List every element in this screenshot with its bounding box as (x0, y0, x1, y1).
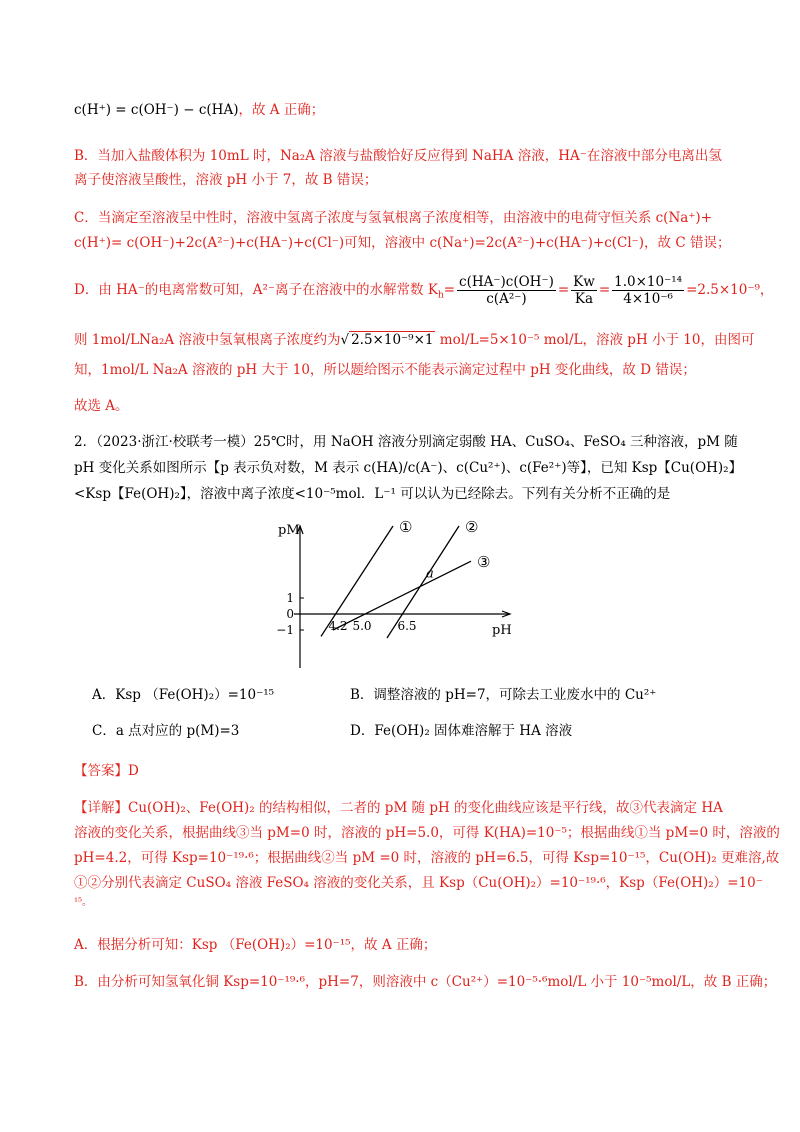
option-c-analysis-line2: c(H⁺)= c(OH⁻)+2c(A²⁻)+c(HA⁻)+c(Cl⁻)可知，溶液中 c(Na⁺)=2c(A²⁻)+c(HA⁻)+c(Cl⁻)，故 C 错误； (74, 235, 731, 251)
question2-line1: 2．（2023·浙江·校联考一模）25℃时，用 NaOH 溶液分别滴定弱酸 HA、CuSO₄、FeSO₄ 三种溶液，pM 随 (74, 434, 738, 450)
option-d-analysis-line2: 则 1mol/LNa₂A 溶液中氢氧根离子浓度约为√ 2.5×10⁻⁹×1 mol/L=5×10⁻⁵ mol/L，溶液 pH 小于 10，由图可 (74, 332, 755, 348)
d-result: =2.5×10⁻⁹， (686, 282, 774, 298)
fraction-2 (571, 274, 597, 307)
explanation-line2: 溶液的变化关系，根据曲线③当 pM=0 时，溶液的 pH=5.0，可得 K(HA)=10⁻⁵；根据曲线①当 pM=0 时，溶液的 (74, 825, 780, 841)
choose-a: 故选 A。 (74, 398, 129, 414)
conclusion: ，故 A 正确； (238, 102, 325, 118)
fraction-1 (457, 274, 556, 307)
line2-suffix: mol/L=5×10⁻⁵ mol/L，溶液 pH 小于 10，由图可 (435, 332, 755, 348)
option-d-analysis-line3: 知，1mol/L Na₂A 溶液的 pH 大于 10，所以题给图示不能表示滴定过程中 pH 变化曲线，故 D 错误； (74, 362, 696, 378)
x-tick-label: 5.0 (352, 619, 372, 633)
choice-b[interactable]: B．调整溶液的 pH=7，可除去工业废水中的 Cu²⁺ (350, 687, 657, 703)
fraction-1-num: c(HA⁻)c(OH⁻) (459, 274, 554, 290)
fraction-1-den: c(A²⁻) (486, 291, 527, 307)
option-b-analysis-line2: 离子使溶液呈酸性，溶液 pH 小于 7，故 B 错误； (74, 172, 378, 188)
option-c-analysis-line1: C．当滴定至溶液呈中性时，溶液中氢离子浓度与氢氧根离子浓度相等，由溶液中的电荷守恒关系 c(Na⁺)+ (74, 210, 713, 226)
y-tick-label: 1 (286, 591, 294, 605)
option-b-analysis-line1: B．当加入盐酸体积为 10mL 时，Na₂A 溶液与盐酸恰好反应得到 NaHA 溶液，HA⁻在溶液中部分电离出氢 (74, 148, 722, 164)
series-label: ① (399, 518, 413, 536)
option-d-analysis-line1: D．由 HA⁻的电离常数可知，A²⁻离子在溶液中的水解常数 $K_h=$ $\frac{c(HA^-)c(OH^-)}{\text{c(A²⁻)}}$ = $\frac{Kw}{Ka}$ = $\frac{\text{1.0×10⁻¹⁴}}{\text{4×10⁻⁶}}$ =2.5×10⁻⁹， (74, 274, 774, 307)
explanation-b: B．由分析可知氢氧化铜 Ksp=10⁻¹⁹·⁶，pH=7，则溶液中 c（Cu²⁺）=10⁻⁵·⁶mol/L 小于 10⁻⁵mol/L，故 B 正确； (74, 974, 777, 990)
series-label: ③ (477, 553, 491, 572)
eq-sign: = (443, 282, 456, 298)
y-axis-label: pM (278, 523, 300, 538)
kh-subscript: h (437, 290, 444, 301)
x-axis-label: pH (492, 623, 512, 638)
explanation-line4: ①②分别代表滴定 CuSO₄ 溶液 FeSO₄ 溶液的变化关系，且 Ksp（Cu(OH)₂）=10⁻¹⁹·⁶，Ksp（Fe(OH)₂）=10⁻ (74, 875, 763, 891)
fraction-2-den: Ka (574, 291, 594, 307)
question2-line3: <Ksp【Fe(OH)₂】，溶液中离子浓度<10⁻⁵mol．L⁻¹ 可以认为已经除去。下列有关分析不正确的是 (74, 486, 671, 502)
choice-d[interactable]: D．Fe(OH)₂ 固体难溶解于 HA 溶液 (350, 723, 573, 739)
fraction-3 (612, 274, 684, 307)
x-tick-label: 4.2 (328, 619, 348, 633)
question2-line2: pH 变化关系如图所示【p 表示负对数，M 表示 c(HA)/c(A⁻)、c(Cu²⁺)、c(Fe²⁺)等】，已知 Ksp【Cu(OH)₂】 (74, 460, 743, 476)
x-tick-label: 6.5 (397, 619, 417, 633)
answer-part1-line (74, 100, 324, 120)
point-a-label: a (426, 566, 434, 582)
explanation-line3: pH=4.2，可得 Ksp=10⁻¹⁹·⁶；根据曲线②当 pM =0 时，溶液的 pH=6.5，可得 Ksp=10⁻¹⁵，Cu(OH)₂ 更难溶,故 (74, 850, 780, 866)
answer-label: 【答案】D (74, 763, 139, 779)
pm-ph-chart (270, 518, 530, 678)
fraction-2-num: Kw (573, 274, 595, 290)
y-tick-label: 0 (286, 607, 294, 621)
choice-a[interactable]: A．Ksp （Fe(OH)₂）=10⁻¹⁵ (92, 687, 275, 703)
chart-labels (276, 518, 511, 638)
fraction-3-den: 4×10⁻⁶ (623, 291, 673, 307)
explanation-line1: 【详解】Cu(OH)₂、Fe(OH)₂ 的结构相似，二者的 pM 随 pH 的变化曲线应该是平行线，故③代表滴定 HA (74, 800, 723, 816)
y-tick-label: −1 (276, 623, 294, 637)
fraction-3-num: 1.0×10⁻¹⁴ (614, 274, 683, 290)
sqrt-content: 2.5×10⁻⁹×1 (351, 332, 434, 348)
series-label: ② (465, 518, 479, 536)
chart-axes (294, 526, 510, 668)
line2-prefix: 则 1mol/LNa₂A 溶液中氢氧根离子浓度约为 (74, 332, 341, 348)
formula: c(H⁺) = c(OH⁻) − c(HA) (74, 102, 239, 118)
choice-c[interactable]: C．a 点对应的 p(M)=3 (92, 723, 240, 739)
explanation-a: A．根据分析可知：Ksp （Fe(OH)₂）=10⁻¹⁵，故 A 正确； (74, 937, 437, 953)
explanation-line5: ¹⁵。 (74, 897, 93, 908)
d-prefix: D．由 HA⁻的电离常数可知，A²⁻离子在溶液中的水解常数 K (74, 282, 438, 298)
